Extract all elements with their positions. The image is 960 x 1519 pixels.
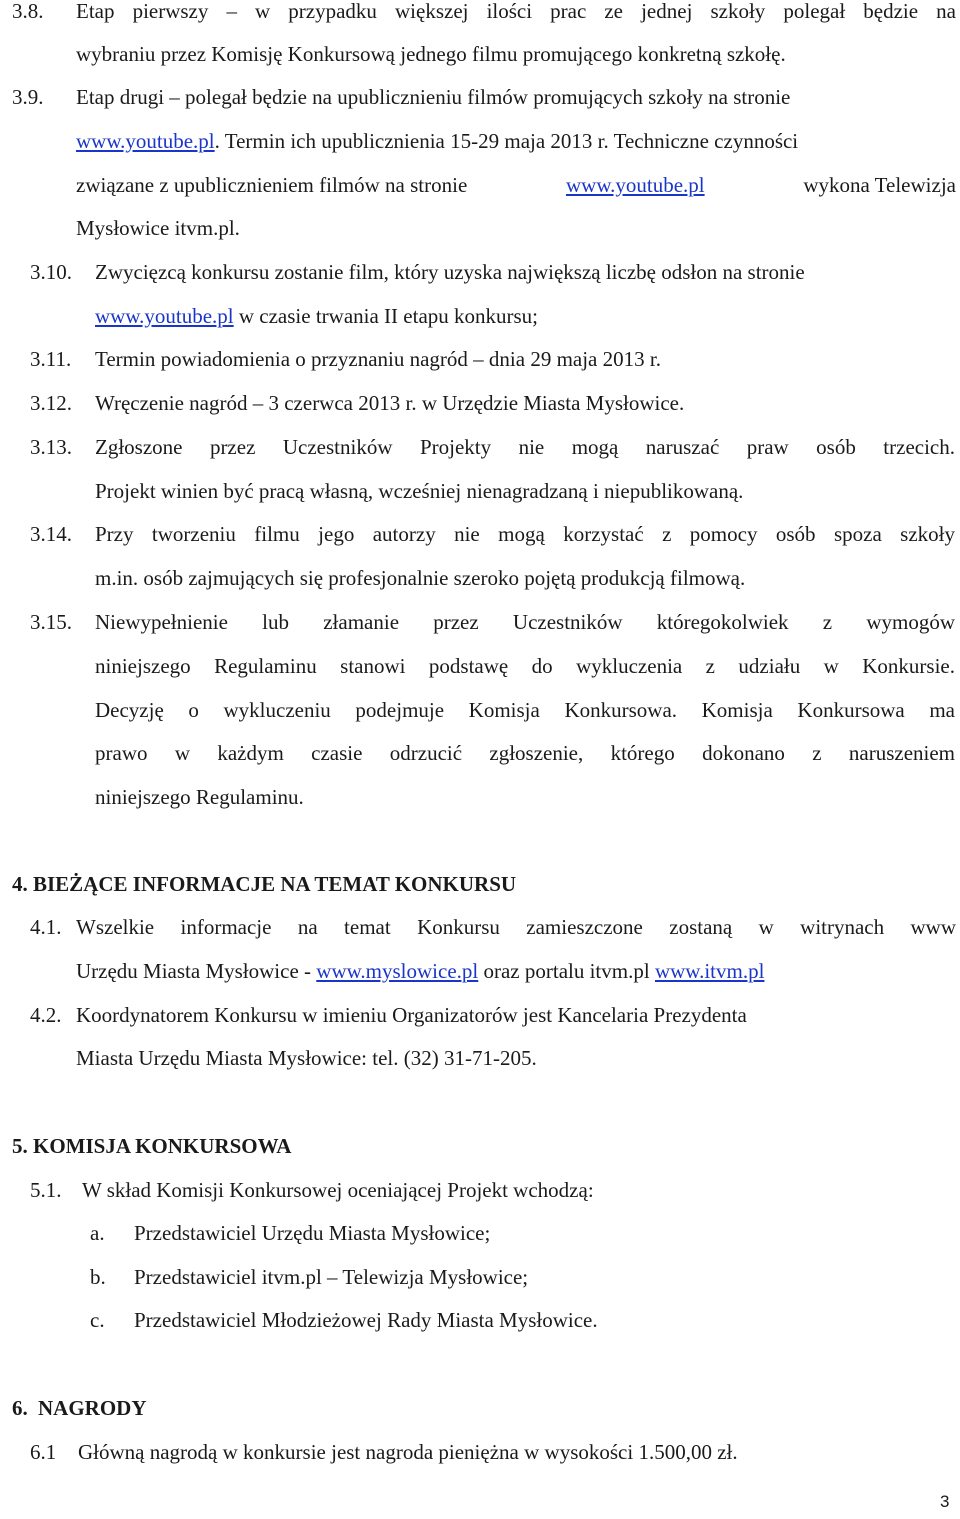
- paragraph-3-10-line-2-text: w czasie trwania II etapu konkursu;: [238, 304, 539, 328]
- paragraph-4-1-line-2: [76, 958, 764, 984]
- item-number-4-2: 4.2.: [30, 1003, 62, 1027]
- paragraph-3-14-line-1: Przy tworzeniu filmu jego autorzy nie mogą korzystać z pomocy osób spoza szkoły: [95, 522, 955, 546]
- paragraph-3-10-line-1: Zwycięzcą konkursu zostanie film, który uzyska największą liczbę odsłon na stronie: [95, 260, 805, 284]
- myslowice-link[interactable]: www.myslowice.pl: [316, 959, 479, 983]
- item-number-3-14: 3.14.: [30, 522, 72, 546]
- paragraph-3-13-line-2: Projekt winien być pracą własną, wcześniej nienagradzaną i niepublikowaną.: [95, 479, 744, 503]
- paragraph-4-1-line-1: Wszelkie informacje na temat Konkursu zamieszczone zostaną w witrynach www: [76, 915, 956, 939]
- paragraph-3-15-line-2: niniejszego Regulaminu stanowi podstawę do wykluczenia z udziału w Konkursie.: [95, 654, 955, 678]
- item-number-6-1: 6.1: [30, 1440, 57, 1464]
- paragraph-3-15-line-4: prawo w każdym czasie odrzucić zgłoszenie, którego dokonano z naruszeniem: [95, 741, 955, 765]
- youtube-link-2[interactable]: www.youtube.pl: [565, 173, 705, 197]
- youtube-link-3[interactable]: www.youtube.pl: [95, 304, 234, 328]
- paragraph-3-9-line-4: Mysłowice itvm.pl.: [76, 216, 240, 240]
- section-6-number: 6.: [12, 1396, 28, 1420]
- page-number: 3: [940, 1492, 950, 1511]
- list-item-marker-b: b.: [90, 1265, 106, 1289]
- item-number-4-1: 4.1.: [30, 915, 62, 939]
- itvm-link[interactable]: www.itvm.pl: [654, 959, 765, 983]
- paragraph-3-8-line-1: Etap pierwszy – w przypadku większej ilości prac ze jednej szkoły polegał będzie na: [76, 0, 956, 23]
- item-number-3-10: 3.10.: [30, 260, 72, 284]
- paragraph-3-9-line-1: Etap drugi – polegał będzie na upublicznieniu filmów promujących szkoły na stronie: [76, 85, 791, 109]
- section-5-heading: 5. KOMISJA KONKURSOWA: [12, 1134, 292, 1158]
- item-number-3-11: 3.11.: [30, 347, 72, 371]
- paragraph-3-11: Termin powiadomienia o przyznaniu nagród – dnia 29 maja 2013 r.: [95, 347, 661, 371]
- item-number-5-1: 5.1.: [30, 1178, 62, 1202]
- paragraph-5-1: W skład Komisji Konkursowej oceniającej Projekt wchodzą:: [82, 1178, 594, 1202]
- paragraph-3-9-line-2: [76, 128, 798, 154]
- list-item-b: Przedstawiciel itvm.pl – Telewizja Mysłowice;: [134, 1265, 529, 1289]
- section-6-heading: NAGRODY: [38, 1396, 147, 1420]
- paragraph-4-1-line-2-text-b: oraz portalu itvm.pl: [483, 959, 650, 983]
- paragraph-4-1-line-2-text-a: Urzędu Miasta Mysłowice -: [76, 959, 312, 983]
- paragraph-3-12: Wręczenie nagród – 3 czerwca 2013 r. w Urzędzie Miasta Mysłowice.: [95, 391, 685, 415]
- item-number-3-9: 3.9.: [12, 85, 44, 109]
- paragraph-4-2-line-2: Miasta Urzędu Miasta Mysłowice: tel. (32) 31-71-205.: [76, 1046, 537, 1070]
- list-item-marker-c: c.: [90, 1308, 105, 1332]
- paragraph-3-15-line-5: niniejszego Regulaminu.: [95, 785, 304, 809]
- paragraph-6-1: Główną nagrodą w konkursie jest nagroda pieniężna w wysokości 1.500,00 zł.: [78, 1440, 738, 1464]
- youtube-link[interactable]: www.youtube.pl: [76, 129, 215, 153]
- paragraph-3-9-line-3-rest: wykona Telewizja: [803, 173, 956, 197]
- item-number-3-8: 3.8.: [12, 0, 44, 23]
- section-4-heading: 4. BIEŻĄCE INFORMACJE NA TEMAT KONKURSU: [12, 872, 517, 896]
- paragraph-3-15-line-1: Niewypełnienie lub złamanie przez Uczestników któregokolwiek z wymogów: [95, 610, 955, 634]
- paragraph-3-8-line-2: wybraniu przez Komisję Konkursową jednego filmu promującego konkretną szkołę.: [76, 42, 786, 66]
- paragraph-3-9-line-2-text: . Termin ich upublicznienia 15-29 maja 2013 r. Techniczne czynności: [214, 129, 799, 153]
- list-item-c: Przedstawiciel Młodzieżowej Rady Miasta Mysłowice.: [134, 1308, 598, 1332]
- paragraph-3-15-line-3: Decyzję o wykluczeniu podejmuje Komisja Konkursowa. Komisja Konkursowa ma: [95, 698, 955, 722]
- paragraph-4-2-line-1: Koordynatorem Konkursu w imieniu Organizatorów jest Kancelaria Prezydenta: [76, 1003, 747, 1027]
- paragraph-3-9-line-3: [76, 172, 956, 198]
- item-number-3-12: 3.12.: [30, 391, 72, 415]
- paragraph-3-10-line-2: [95, 303, 538, 329]
- paragraph-3-13-line-1: Zgłoszone przez Uczestników Projekty nie mogą naruszać praw osób trzecich.: [95, 435, 955, 459]
- paragraph-3-9-line-3-text: związane z upublicznieniem filmów na stronie: [76, 173, 468, 197]
- list-item-marker-a: a.: [90, 1221, 105, 1245]
- list-item-a: Przedstawiciel Urzędu Miasta Mysłowice;: [134, 1221, 491, 1245]
- item-number-3-15: 3.15.: [30, 610, 72, 634]
- paragraph-3-14-line-2: m.in. osób zajmujących się profesjonalnie szeroko pojętą produkcją filmową.: [95, 566, 746, 590]
- item-number-3-13: 3.13.: [30, 435, 72, 459]
